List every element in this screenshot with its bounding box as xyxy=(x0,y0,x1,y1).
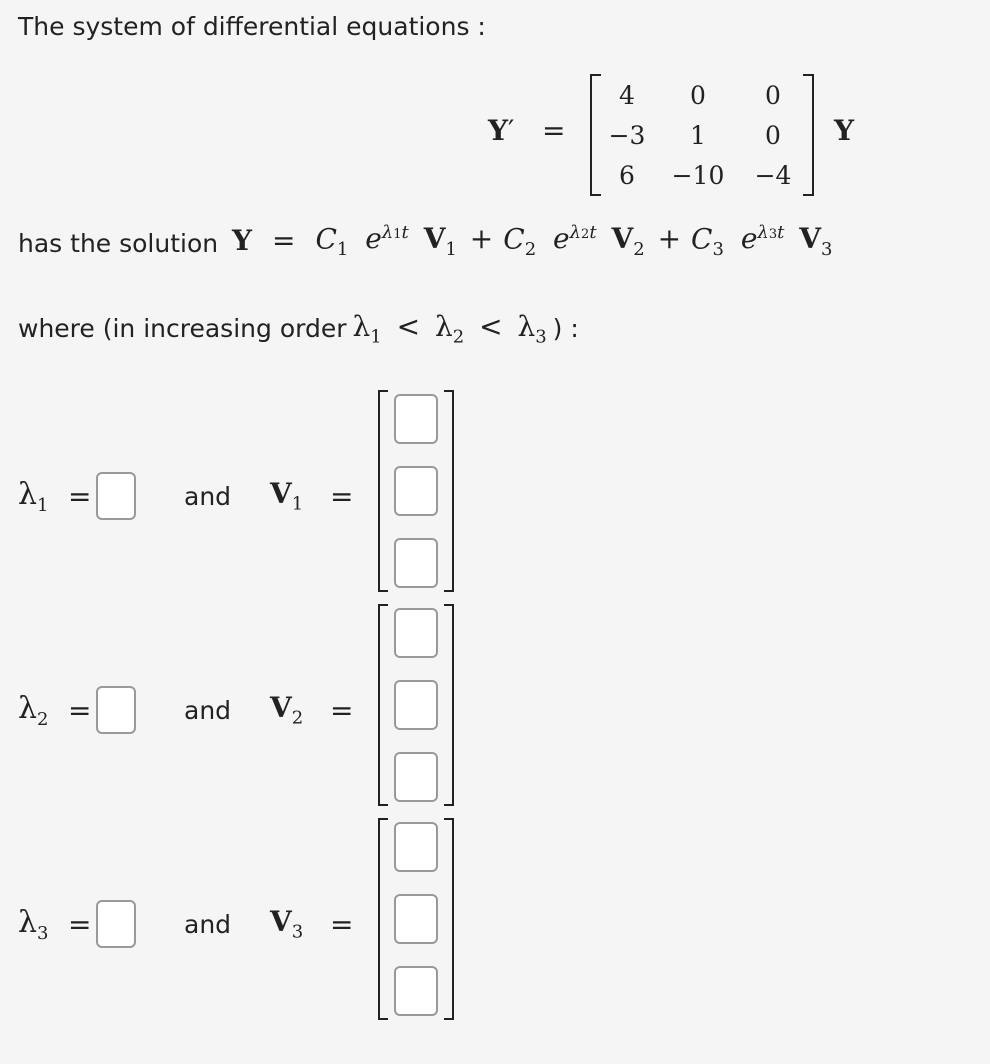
vector-1-column xyxy=(378,390,454,592)
solution-term-3 xyxy=(691,222,832,260)
matrix-grid xyxy=(601,75,803,195)
equals-sign: = xyxy=(68,907,92,941)
vector-right-bracket xyxy=(444,818,454,1020)
system-rhs-var: Y xyxy=(834,114,854,147)
eigen-row-3 xyxy=(18,900,358,948)
exponent: λ2t xyxy=(569,222,597,243)
lambda-3-input[interactable] xyxy=(96,900,136,948)
v1-entry-1-input[interactable] xyxy=(394,394,438,444)
vector-left-bracket xyxy=(378,818,388,1020)
lambda-label: $\lambda_1$ xyxy=(18,476,49,516)
system-equals: = xyxy=(542,114,566,147)
coef-index: 2 xyxy=(524,238,537,260)
vector-right-bracket xyxy=(444,604,454,806)
where-close: ) : xyxy=(552,314,579,344)
vector-V: V xyxy=(611,222,634,256)
matrix-cell: 0 xyxy=(765,80,781,110)
vector-entries xyxy=(388,604,444,806)
lambda-2-input[interactable] xyxy=(96,686,136,734)
equals-sign: = xyxy=(330,907,354,941)
intro-text: The system of differential equations : xyxy=(18,12,486,41)
matrix-cell: 1 xyxy=(690,120,706,150)
vector-label: $V_3$ xyxy=(270,905,304,943)
matrix-cell: 0 xyxy=(690,80,706,110)
lambda-order: $\lambda_1 < \lambda_2 < \lambda_3$ xyxy=(352,310,547,348)
v1-entry-3-input[interactable] xyxy=(394,538,438,588)
v3-entry-1-input[interactable] xyxy=(394,822,438,872)
and-text: and xyxy=(184,695,232,725)
matrix-cell: −10 xyxy=(671,160,725,190)
solution-equals: = xyxy=(272,224,296,258)
v2-entry-2-input[interactable] xyxy=(394,680,438,730)
vector-left-bracket xyxy=(378,390,388,592)
vector-label: $V_2$ xyxy=(270,691,304,729)
plus-op: + xyxy=(469,222,494,256)
vector-3-column xyxy=(378,818,454,1020)
solution-term-1 xyxy=(315,222,497,260)
solution-Y: Y xyxy=(232,224,252,258)
exp-base: e xyxy=(365,222,382,256)
system-lhs xyxy=(488,114,514,147)
coef-C: C xyxy=(503,222,525,256)
coefficient-matrix xyxy=(590,74,814,196)
v3-entry-3-input[interactable] xyxy=(394,966,438,1016)
solution-term-2 xyxy=(503,222,685,260)
vector-V: V xyxy=(799,222,821,256)
coef-index: 3 xyxy=(712,238,724,260)
matrix-cell: 4 xyxy=(619,80,635,110)
v2-entry-1-input[interactable] xyxy=(394,608,438,658)
lambda-label: $\lambda_3$ xyxy=(18,904,49,944)
coef-C: C xyxy=(691,222,713,256)
solution-equation xyxy=(232,222,832,260)
and-text: and xyxy=(184,481,232,511)
and-text: and xyxy=(184,909,232,939)
plus-op: + xyxy=(657,222,682,256)
equals-sign: = xyxy=(68,693,92,727)
matrix-left-bracket xyxy=(590,74,601,196)
where-text: where (in increasing order xyxy=(18,314,347,344)
matrix-cell: −3 xyxy=(608,120,646,150)
v1-entry-2-input[interactable] xyxy=(394,466,438,516)
vector-index: 1 xyxy=(445,238,457,260)
lhs-var: Y xyxy=(488,114,508,147)
vector-label: $V_1$ xyxy=(270,477,304,515)
vector-entries xyxy=(388,818,444,1020)
lambda-label: $\lambda_2$ xyxy=(18,690,49,730)
coef-C: C xyxy=(315,222,337,256)
order-condition xyxy=(18,310,579,348)
exp-base: e xyxy=(740,222,758,256)
matrix-cell: −4 xyxy=(754,160,792,190)
exponent: λ3t xyxy=(757,222,785,243)
equals-sign: = xyxy=(68,479,92,513)
v3-entry-2-input[interactable] xyxy=(394,894,438,944)
equals-sign: = xyxy=(330,693,354,727)
eigen-row-2 xyxy=(18,686,358,734)
matrix-right-bracket xyxy=(803,74,814,196)
matrix-cell: 0 xyxy=(765,120,781,150)
vector-2-column xyxy=(378,604,454,806)
eigen-row-1 xyxy=(18,472,358,520)
v2-entry-3-input[interactable] xyxy=(394,752,438,802)
vector-index: 2 xyxy=(633,238,645,260)
exponent: λ1t xyxy=(381,222,409,243)
lambda-1-input[interactable] xyxy=(96,472,136,520)
matrix-cell: 6 xyxy=(619,160,635,190)
solution-label: has the solution xyxy=(18,229,219,258)
coef-index: 1 xyxy=(336,238,349,260)
vector-right-bracket xyxy=(444,390,454,592)
vector-entries xyxy=(388,390,444,592)
vector-index: 3 xyxy=(820,238,833,260)
exp-base: e xyxy=(553,222,570,256)
vector-left-bracket xyxy=(378,604,388,806)
lhs-prime: ′ xyxy=(508,114,515,147)
equals-sign: = xyxy=(330,479,354,513)
vector-V: V xyxy=(423,222,446,256)
